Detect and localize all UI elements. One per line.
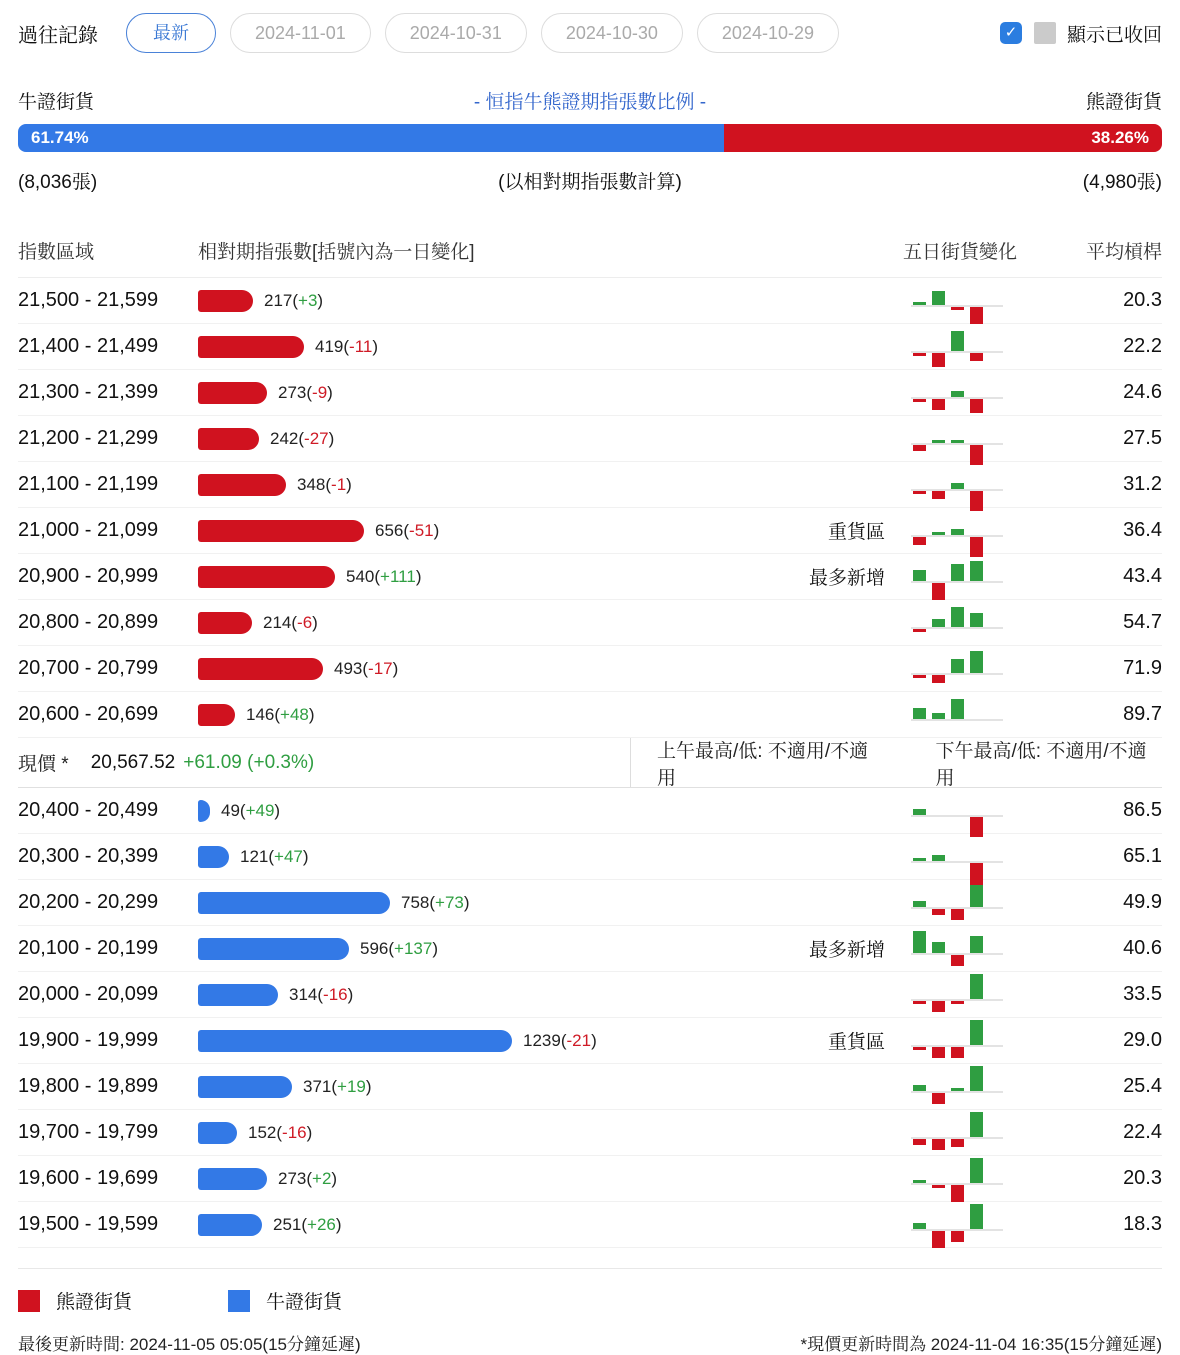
sparkline-up-bar <box>913 931 926 953</box>
volume-bar-cell <box>198 612 805 634</box>
volume-bar-cell <box>198 566 805 588</box>
ratio-labels <box>18 87 1162 114</box>
volume-value: 146(+48) <box>246 704 315 724</box>
bear-volume-bar <box>198 290 253 312</box>
volume-bar-cell <box>198 290 805 312</box>
sparkline-down-bar <box>932 1185 945 1188</box>
volume-value: 49(+49) <box>221 800 281 820</box>
sparkline-up-bar <box>970 1112 983 1137</box>
sparkline-up-bar <box>932 713 945 719</box>
volume-value: 758(+73) <box>401 892 470 912</box>
table-row <box>18 972 1162 1018</box>
bear-ratio-segment: 38.26% <box>724 124 1162 152</box>
zone-tag: 最多新增 <box>808 568 885 589</box>
sparkline-down-bar <box>913 1047 926 1050</box>
five-day-sparkline <box>911 789 1003 833</box>
table-row <box>18 1064 1162 1110</box>
show-recalled-label: 顯示已收回 <box>1066 24 1162 46</box>
five-day-sparkline <box>911 1019 1003 1063</box>
sparkline-baseline <box>911 861 1003 863</box>
date-tab[interactable]: 2024-10-30 <box>541 13 683 53</box>
bull-volume-bar <box>198 938 349 960</box>
current-price-change: +61.09 (+0.3%) <box>183 751 315 773</box>
sparkline-down-bar <box>970 491 983 511</box>
volume-value: 419(-11) <box>315 336 379 356</box>
one-day-change: -21 <box>566 1030 592 1050</box>
sparkline-down-bar <box>932 1139 945 1150</box>
date-tab[interactable]: 2024-10-29 <box>697 13 839 53</box>
bull-ratio-segment: 61.74% <box>18 124 724 152</box>
index-range: 20,600 - 20,699 <box>18 703 159 725</box>
table-row <box>18 324 1162 370</box>
leverage-value: 54.7 <box>1123 611 1162 633</box>
sparkline-down-bar <box>932 399 945 410</box>
sparkline-down-bar <box>913 399 926 402</box>
leverage-value: 27.5 <box>1123 427 1162 449</box>
date-tabs <box>230 13 839 53</box>
leverage-value: 22.2 <box>1123 335 1162 357</box>
five-day-sparkline <box>911 1203 1003 1247</box>
index-range: 20,200 - 20,299 <box>18 891 159 913</box>
leverage-value: 18.3 <box>1123 1213 1162 1235</box>
bear-side-label: 熊證街貨 <box>1085 92 1162 113</box>
index-range: 19,800 - 19,899 <box>18 1075 159 1097</box>
one-day-change: +26 <box>307 1214 336 1234</box>
latest-tab[interactable]: 最新 <box>126 13 216 53</box>
recalled-color-swatch <box>1034 22 1056 44</box>
sparkline-up-bar <box>913 901 926 907</box>
legend-color-square <box>228 1290 250 1312</box>
sparkline-up-bar <box>913 1223 926 1229</box>
bull-volume-bar <box>198 800 210 822</box>
one-day-change: +2 <box>312 1168 332 1188</box>
volume-value: 493(-17) <box>334 658 399 678</box>
sparkline-up-bar <box>951 659 964 673</box>
sparkline-down-bar <box>970 399 983 413</box>
leverage-value: 65.1 <box>1123 845 1162 867</box>
leverage-value: 29.0 <box>1123 1029 1162 1051</box>
current-price-value: 20,567.52 <box>90 751 176 773</box>
bear-volume-bar <box>198 612 252 634</box>
index-range: 19,700 - 19,799 <box>18 1121 159 1143</box>
index-range: 20,400 - 20,499 <box>18 799 159 821</box>
volume-value: 121(+47) <box>240 846 309 866</box>
table-row <box>18 600 1162 646</box>
volume-value: 656(-51) <box>375 520 440 540</box>
volume-bar-cell <box>198 1168 805 1190</box>
volume-bar-cell <box>198 704 805 726</box>
table-row <box>18 692 1162 738</box>
bull-volume-bar <box>198 892 390 914</box>
five-day-sparkline <box>911 1065 1003 1109</box>
table-row <box>18 462 1162 508</box>
sparkline-up-bar <box>951 564 964 581</box>
history-title: 過往記錄 <box>18 24 98 47</box>
sparkline-down-bar <box>951 1185 964 1202</box>
index-range: 21,400 - 21,499 <box>18 335 159 357</box>
sparkline-down-bar <box>970 307 983 324</box>
one-day-change: -17 <box>368 658 393 678</box>
sparkline-down-bar <box>932 909 945 915</box>
five-day-sparkline <box>911 371 1003 415</box>
five-day-sparkline <box>911 509 1003 553</box>
leverage-value: 20.3 <box>1123 1167 1162 1189</box>
one-day-change: +19 <box>337 1076 366 1096</box>
sparkline-down-bar <box>913 491 926 494</box>
table-row <box>18 788 1162 834</box>
one-day-change: +137 <box>394 938 433 958</box>
leverage-value: 40.6 <box>1123 937 1162 959</box>
leverage-value: 20.3 <box>1123 289 1162 311</box>
table-row <box>18 508 1162 554</box>
sparkline-up-bar <box>951 483 964 489</box>
history-toolbar <box>18 0 1162 53</box>
volume-bar-cell <box>198 892 805 914</box>
five-day-sparkline <box>911 693 1003 737</box>
table-row <box>18 1018 1162 1064</box>
leverage-value: 25.4 <box>1123 1075 1162 1097</box>
volume-value: 242(-27) <box>270 428 335 448</box>
leverage-value: 31.2 <box>1123 473 1162 495</box>
five-day-sparkline <box>911 927 1003 971</box>
legend-label: 牛證街貨 <box>266 1292 343 1313</box>
volume-bar-cell <box>198 1076 805 1098</box>
current-price-label: 現價 * <box>18 754 69 775</box>
leverage-value: 36.4 <box>1123 519 1162 541</box>
zone-tag: 重貨區 <box>827 522 885 543</box>
sparkline-down-bar <box>932 1093 945 1104</box>
sparkline-down-bar <box>970 445 983 465</box>
sparkline-down-bar <box>951 1047 964 1058</box>
index-range: 19,600 - 19,699 <box>18 1167 159 1189</box>
one-day-change: -16 <box>282 1122 307 1142</box>
five-day-sparkline <box>911 279 1003 323</box>
sparkline-down-bar <box>951 955 964 966</box>
sparkline-up-bar <box>951 391 964 397</box>
sparkline-down-bar <box>970 537 983 557</box>
sparkline-up-bar <box>913 809 926 815</box>
five-day-sparkline <box>911 1111 1003 1155</box>
table-row <box>18 926 1162 972</box>
sparkline-baseline <box>911 719 1003 721</box>
sparkline-down-bar <box>913 1001 926 1004</box>
volume-value: 214(-6) <box>263 612 318 632</box>
header-five-day-change: 五日街貨變化 <box>902 242 1017 263</box>
table-row <box>18 1202 1162 1248</box>
header-average-leverage: 平均槓桿 <box>1085 242 1162 263</box>
volume-value: 251(+26) <box>273 1214 342 1234</box>
volume-bar-cell <box>198 474 805 496</box>
sparkline-up-bar <box>932 942 945 953</box>
volume-bar-cell <box>198 1122 805 1144</box>
bear-volume-bar <box>198 474 286 496</box>
five-day-sparkline <box>911 601 1003 645</box>
one-day-change: -9 <box>312 382 328 402</box>
price-update-time: *現價更新時間為 2024-11-04 16:35(15分鐘延遲) <box>800 1335 1162 1354</box>
volume-value: 540(+111) <box>346 566 422 586</box>
sparkline-up-bar <box>913 1180 926 1183</box>
volume-bar-cell <box>198 984 805 1006</box>
sparkline-up-bar <box>951 440 964 443</box>
afternoon-high-low: 下午最高/低: 不適用/不適用 <box>935 740 1147 789</box>
footer <box>18 1330 1162 1355</box>
bear-volume-bar <box>198 336 304 358</box>
sparkline-down-bar <box>913 445 926 451</box>
one-day-change: +48 <box>280 704 309 724</box>
bear-contract-count: (4,980張) <box>1082 172 1162 193</box>
one-day-change: +3 <box>298 290 318 310</box>
date-tab[interactable]: 2024-11-01 <box>230 13 371 53</box>
sparkline-up-bar <box>970 885 983 907</box>
index-range: 19,900 - 19,999 <box>18 1029 159 1051</box>
index-range: 21,500 - 21,599 <box>18 289 159 311</box>
sparkline-up-bar <box>951 331 964 351</box>
five-day-sparkline <box>911 1157 1003 1201</box>
volume-value: 152(-16) <box>248 1122 313 1142</box>
volume-value: 1239(-21) <box>523 1030 597 1050</box>
volume-value: 217(+3) <box>264 290 324 310</box>
volume-bar-cell <box>198 1214 805 1236</box>
index-range: 20,000 - 20,099 <box>18 983 159 1005</box>
five-day-sparkline <box>911 325 1003 369</box>
bull-volume-bar <box>198 1122 237 1144</box>
show-recalled-group <box>1000 20 1162 47</box>
bull-volume-bar <box>198 1030 512 1052</box>
one-day-change: +73 <box>435 892 464 912</box>
legend-item <box>18 1287 132 1314</box>
current-price-left <box>18 738 630 787</box>
ratio-title: - 恒指牛熊證期指張數比例 - <box>473 92 707 113</box>
table-row <box>18 880 1162 926</box>
bear-volume-bar <box>198 428 259 450</box>
table-row <box>18 1110 1162 1156</box>
sparkline-up-bar <box>932 440 945 443</box>
one-day-change: +49 <box>245 800 275 820</box>
sparkline-up-bar <box>970 1204 983 1229</box>
sparkline-up-bar <box>970 613 983 627</box>
table-row <box>18 278 1162 324</box>
five-day-sparkline <box>911 835 1003 879</box>
sparkline-up-bar <box>951 1088 964 1091</box>
bull-side-label: 牛證街貨 <box>18 92 95 113</box>
volume-bar-cell <box>198 428 805 450</box>
volume-bar-cell <box>198 658 805 680</box>
five-day-sparkline <box>911 647 1003 691</box>
bear-rows-section <box>18 278 1162 738</box>
sparkline-down-bar <box>951 1001 964 1004</box>
volume-value: 348(-1) <box>297 474 352 494</box>
leverage-value: 33.5 <box>1123 983 1162 1005</box>
ratio-counts <box>18 167 1162 194</box>
index-range: 21,000 - 21,099 <box>18 519 159 541</box>
zone-tag: 最多新增 <box>808 940 885 961</box>
five-day-sparkline <box>911 881 1003 925</box>
bull-contract-count: (8,036張) <box>18 172 98 193</box>
one-day-change: -51 <box>409 520 434 540</box>
sparkline-down-bar <box>913 629 926 632</box>
five-day-sparkline <box>911 417 1003 461</box>
sparkline-up-bar <box>970 1066 983 1091</box>
bull-volume-bar <box>198 1214 262 1236</box>
sparkline-up-bar <box>913 858 926 861</box>
sparkline-down-bar <box>913 1139 926 1145</box>
volume-bar-cell <box>198 846 805 868</box>
volume-bar-cell <box>198 1030 805 1052</box>
sparkline-up-bar <box>932 532 945 535</box>
one-day-change: -1 <box>331 474 347 494</box>
legend-item <box>228 1287 342 1314</box>
date-tab[interactable]: 2024-10-31 <box>385 13 527 53</box>
header-volume: 相對期指張數[括號內為一日變化] <box>198 242 475 263</box>
legend-label: 熊證街貨 <box>56 1292 133 1313</box>
sparkline-down-bar <box>951 1231 964 1242</box>
sparkline-up-bar <box>951 607 964 627</box>
sparkline-up-bar <box>970 1020 983 1045</box>
sparkline-up-bar <box>970 936 983 953</box>
volume-value: 273(+2) <box>278 1168 338 1188</box>
sparkline-down-bar <box>951 1139 964 1147</box>
volume-bar-cell <box>198 938 805 960</box>
index-range: 19,500 - 19,599 <box>18 1213 159 1235</box>
sparkline-baseline <box>911 1091 1003 1093</box>
sparkline-up-bar <box>951 529 964 535</box>
volume-value: 596(+137) <box>360 938 438 958</box>
sparkline-down-bar <box>932 491 945 499</box>
index-range: 21,200 - 21,299 <box>18 427 159 449</box>
date-tab-group <box>126 13 839 53</box>
table-row <box>18 646 1162 692</box>
index-range: 20,300 - 20,399 <box>18 845 159 867</box>
sparkline-down-bar <box>932 1001 945 1012</box>
sparkline-up-bar <box>932 619 945 627</box>
bull-volume-bar <box>198 1076 292 1098</box>
sparkline-down-bar <box>951 909 964 920</box>
five-day-sparkline <box>911 463 1003 507</box>
volume-bar-cell <box>198 520 805 542</box>
sparkline-up-bar <box>932 855 945 861</box>
one-day-change: +111 <box>380 566 416 586</box>
sparkline-down-bar <box>913 353 926 356</box>
legend-color-square <box>18 1290 40 1312</box>
sparkline-up-bar <box>913 708 926 719</box>
volume-value: 371(+19) <box>303 1076 372 1096</box>
zone-tag: 重貨區 <box>827 1032 885 1053</box>
sparkline-down-bar <box>932 675 945 683</box>
one-day-change: -6 <box>297 612 313 632</box>
index-range: 21,300 - 21,399 <box>18 381 159 403</box>
show-recalled-checkbox[interactable]: ✓ <box>1000 22 1022 44</box>
leverage-value: 71.9 <box>1123 657 1162 679</box>
sparkline-up-bar <box>932 291 945 305</box>
leverage-value: 49.9 <box>1123 891 1162 913</box>
one-day-change: -27 <box>304 428 329 448</box>
sparkline-down-bar <box>951 307 964 310</box>
sparkline-baseline <box>911 581 1003 583</box>
one-day-change: -16 <box>323 984 348 1004</box>
sparkline-up-bar <box>951 699 964 719</box>
sparkline-down-bar <box>932 1231 945 1248</box>
bull-volume-bar <box>198 1168 267 1190</box>
table-row <box>18 834 1162 880</box>
leverage-value: 86.5 <box>1123 799 1162 821</box>
sparkline-up-bar <box>913 570 926 581</box>
volume-bar-cell <box>198 800 805 822</box>
volume-bar-cell <box>198 336 805 358</box>
sparkline-baseline <box>911 815 1003 817</box>
leverage-value: 89.7 <box>1123 703 1162 725</box>
volume-bar-cell <box>198 382 805 404</box>
index-range: 20,700 - 20,799 <box>18 657 159 679</box>
sparkline-up-bar <box>970 974 983 999</box>
table-row <box>18 1156 1162 1202</box>
one-day-change: +47 <box>274 846 303 866</box>
sparkline-up-bar <box>913 302 926 305</box>
sparkline-down-bar <box>970 817 983 837</box>
sparkline-down-bar <box>913 537 926 545</box>
ratio-note: (以相對期指張數計算) <box>498 172 682 193</box>
sparkline-down-bar <box>913 675 926 678</box>
sparkline-up-bar <box>970 561 983 581</box>
leverage-value: 22.4 <box>1123 1121 1162 1143</box>
index-range: 20,900 - 20,999 <box>18 565 159 587</box>
index-range: 21,100 - 21,199 <box>18 473 159 495</box>
leverage-value: 24.6 <box>1123 381 1162 403</box>
volume-value: 314(-16) <box>289 984 354 1004</box>
table-row <box>18 416 1162 462</box>
table-row <box>18 554 1162 600</box>
volume-value: 273(-9) <box>278 382 333 402</box>
leverage-value: 43.4 <box>1123 565 1162 587</box>
bear-volume-bar <box>198 382 267 404</box>
bear-volume-bar <box>198 520 364 542</box>
index-range: 20,100 - 20,199 <box>18 937 159 959</box>
five-day-sparkline <box>911 555 1003 599</box>
bull-bear-ratio-bar <box>18 124 1162 152</box>
five-day-sparkline <box>911 973 1003 1017</box>
bull-volume-bar <box>198 846 229 868</box>
table-row <box>18 370 1162 416</box>
morning-high-low: 上午最高/低: 不適用/不適用 <box>657 740 869 789</box>
sparkline-down-bar <box>932 353 945 367</box>
bear-volume-bar <box>198 566 335 588</box>
legend <box>18 1268 1162 1314</box>
sparkline-up-bar <box>970 1158 983 1183</box>
bull-rows-section <box>18 788 1162 1248</box>
bear-volume-bar <box>198 658 323 680</box>
sparkline-down-bar <box>970 353 983 361</box>
table-header <box>18 237 1162 278</box>
last-update-time: 最後更新時間: 2024-11-05 05:05(15分鐘延遲) <box>18 1335 361 1354</box>
sparkline-down-bar <box>932 1047 945 1058</box>
sparkline-up-bar <box>970 651 983 673</box>
index-range: 20,800 - 20,899 <box>18 611 159 633</box>
one-day-change: -11 <box>349 336 373 356</box>
sparkline-up-bar <box>913 1085 926 1091</box>
current-price-row <box>18 738 1162 788</box>
current-price-right <box>630 738 1162 787</box>
header-index-range: 指數區域 <box>18 242 95 263</box>
bear-volume-bar <box>198 704 235 726</box>
bull-volume-bar <box>198 984 278 1006</box>
sparkline-down-bar <box>932 583 945 600</box>
